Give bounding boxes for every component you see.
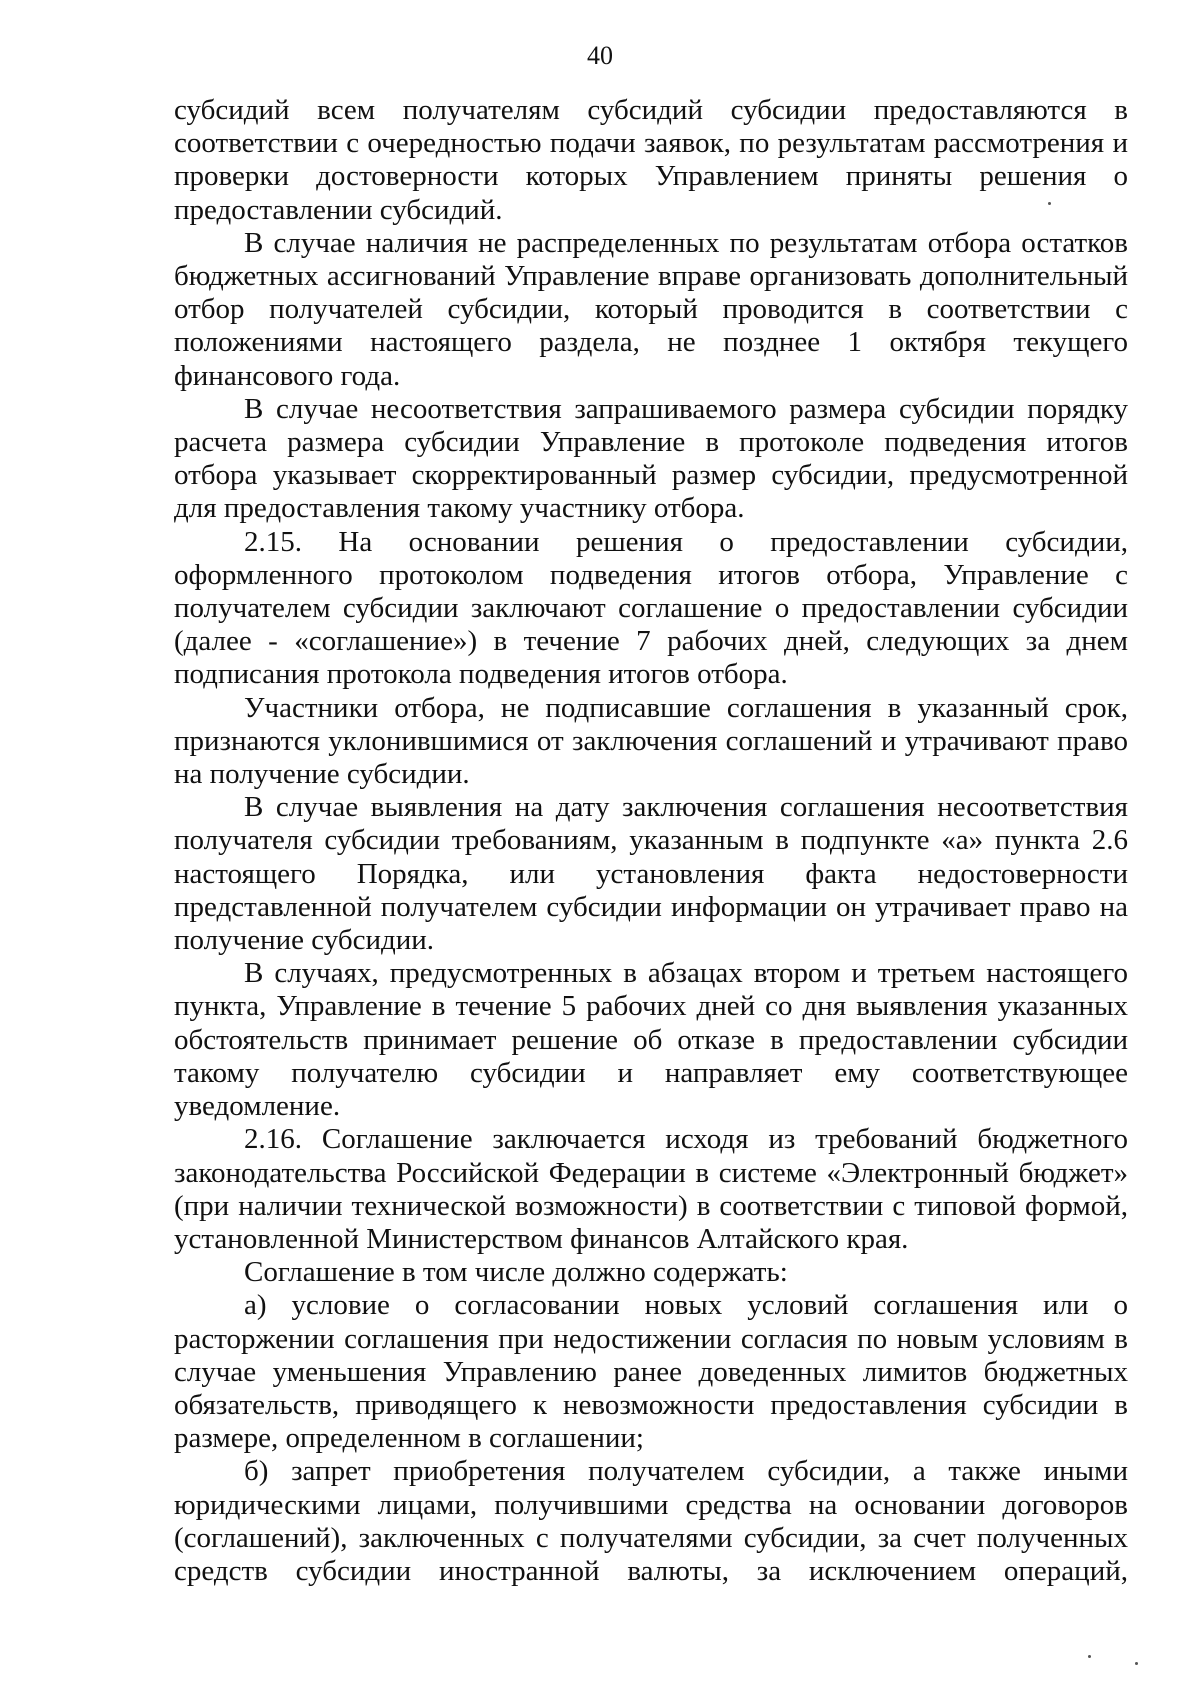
paragraph: Соглашение в том числе должно содержать: — [244, 1256, 788, 1289]
paragraph: а) условие о согласовании новых условий соглашения или о расторжении соглашения при недостижении согласия по новым условиям в случае уменьшения Управлению ранее доведенных лимитов бюджетных обязательств, приводящего к невозможности предоставления субсидии в размере, определенном в соглашении; — [174, 1289, 1128, 1455]
scan-speck — [1048, 202, 1051, 205]
page-number: 40 — [587, 41, 613, 70]
document-body — [174, 94, 1128, 1588]
paragraph: субсидий всем получателям субсидий субсидии предоставляются в соответствии с очередностью подачи заявок, по результатам рассмотрения и проверки достоверности которых Управлением приняты решения о предоставлении субсидий. — [174, 94, 1128, 226]
paragraph: В случае выявления на дату заключения соглашения несоответствия получателя субсидии требованиям, указанным в подпункте «а» пункта 2.6 настоящего Порядка, или установления факта недостоверности представленной получателем субсидии информации он утрачивает право на получение субсидии. — [174, 791, 1128, 957]
paragraph: Участники отбора, не подписавшие соглашения в указанный срок, признаются уклонившимися от заключения соглашений и утрачивают право на получение субсидии. — [174, 691, 1128, 791]
paragraph: 2.16. Соглашение заключается исходя из требований бюджетного законодательства Российской Федерации в системе «Электронный бюджет» (при наличии технической возможности) в соответствии с типовой формой, установленной Министерством финансов Алтайского края. — [174, 1123, 1128, 1255]
scan-speck — [1088, 1655, 1091, 1658]
paragraph: б) запрет приобретения получателем субсидии, а также иными юридическими лицами, получившими средства на основании договоров (соглашений), заключенных с получателями субсидии, за счет полученных средств субсидии иностранной валюты, за исключением операций, — [174, 1455, 1128, 1587]
paragraph: В случае наличия не распределенных по результатам отбора остатков бюджетных ассигнований Управление вправе организовать дополнительный отбор получателей субсидии, который проводится в соответствии с положениями настоящего раздела, не позднее 1 октября текущего финансового года. — [174, 226, 1128, 392]
paragraph: 2.15. На основании решения о предоставлении субсидии, оформленного протоколом подведения итогов отбора, Управление с получателем субсидии заключают соглашение о предоставлении субсидии (далее - «соглашение») в течение 7 рабочих дней, следующих за днем подписания протокола подведения итогов отбора. — [174, 525, 1128, 691]
paragraph: В случаях, предусмотренных в абзацах втором и третьем настоящего пункта, Управление в течение 5 рабочих дней со дня выявления указанных обстоятельств принимает решение об отказе в предоставлении субсидии такому получателю субсидии и направляет ему соответствующее уведомление. — [174, 957, 1128, 1123]
scan-speck — [1135, 1662, 1138, 1665]
paragraph: В случае несоответствия запрашиваемого размера субсидии порядку расчета размера субсидии Управление в протоколе подведения итогов отбора указывает скорректированный размер субсидии, предусмотренной для предоставления такому участнику отбора. — [174, 392, 1128, 525]
